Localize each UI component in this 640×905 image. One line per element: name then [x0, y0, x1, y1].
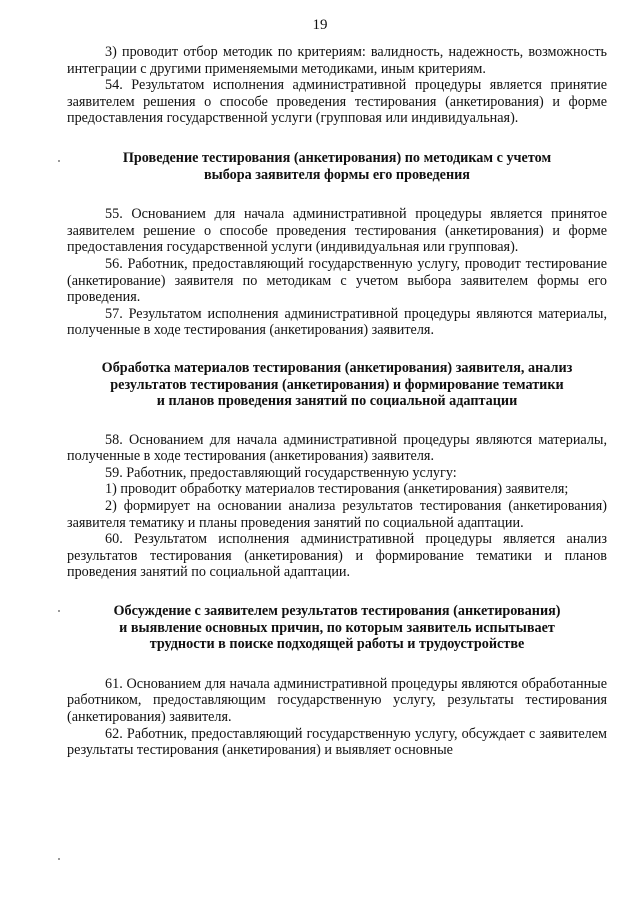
paragraph-57: 57. Результатом исполнения административной процедуры являются материалы, полученные в ходе тестирования (анкетирования) заявителя.: [67, 305, 607, 339]
paragraph-61: 61. Основанием для начала административной процедуры являются обработанные работником, предоставляющим государственную услугу, результаты тестирования (анкетирования) заявителя.: [67, 675, 607, 725]
heading-line: и планов проведения занятий по социальной адаптации: [156, 393, 518, 410]
heading-line: Обсуждение с заявителем результатов тестирования (анкетирования): [113, 603, 561, 620]
heading-line: Обработка материалов тестирования (анкетирования) заявителя, анализ: [101, 359, 573, 376]
section-heading-discussion: [67, 603, 607, 653]
heading-line: трудности в поиске подходящей работы и трудоустройстве: [149, 636, 525, 653]
paragraph-59: 59. Работник, предоставляющий государственную услугу:: [105, 464, 457, 481]
paragraph-59-item-1: 1) проводит обработку материалов тестирования (анкетирования) заявителя;: [105, 481, 569, 498]
heading-line: и выявление основных причин, по которым заявитель испытывает: [119, 619, 555, 636]
heading-line: выбора заявителя формы его проведения: [203, 166, 470, 183]
paragraph-60: 60. Результатом исполнения административной процедуры является анализ результатов тестирования (анкетирования) и формирование тематики и планов проведения занятий по социальной адаптации.: [67, 531, 607, 581]
document-body: [67, 44, 607, 759]
heading-line: Проведение тестирования (анкетирования) по методикам с учетом: [122, 149, 552, 166]
paragraph-58: 58. Основанием для начала административной процедуры являются материалы, полученные в ходе тестирования (анкетирования) заявителя.: [67, 431, 607, 465]
paragraph-54: 54. Результатом исполнения административной процедуры является принятие заявителем решения о способе проведения тестирования (анкетирования) и форме предоставления государственной услуги (групповая или индивидуальная).: [67, 77, 607, 127]
paragraph-62: 62. Работник, предоставляющий государственную услугу, обсуждает с заявителем результаты тестирования (анкетирования) и выявляет основные: [67, 725, 607, 759]
margin-mark: [58, 160, 60, 162]
paragraph-59-item-2: 2) формирует на основании анализа результатов тестирования (анкетирования) заявителя тематику и планы проведения занятий по социальной адаптации.: [67, 498, 607, 531]
heading-line: результатов тестирования (анкетирования) и формирование тематики: [110, 376, 564, 393]
margin-mark: [58, 610, 60, 612]
section-heading-testing: [67, 150, 607, 183]
page-number: 19: [312, 17, 328, 33]
paragraph-55: 55. Основанием для начала административной процедуры является принятое заявителем решение о способе проведения тестирования (анкетирования) и форме предоставления государственной услуги (индивидуальная или групповая).: [67, 206, 607, 256]
paragraph-item-3: 3) проводит отбор методик по критериям: валидность, надежность, возможность интеграции с другими применяемыми методиками, иным критериям.: [67, 44, 607, 77]
margin-mark: [58, 858, 60, 860]
section-heading-processing: [67, 360, 607, 410]
paragraph-56: 56. Работник, предоставляющий государственную услугу, проводит тестирование (анкетирование) заявителя по методикам с учетом выбора заявителем формы его проведения.: [67, 255, 607, 306]
